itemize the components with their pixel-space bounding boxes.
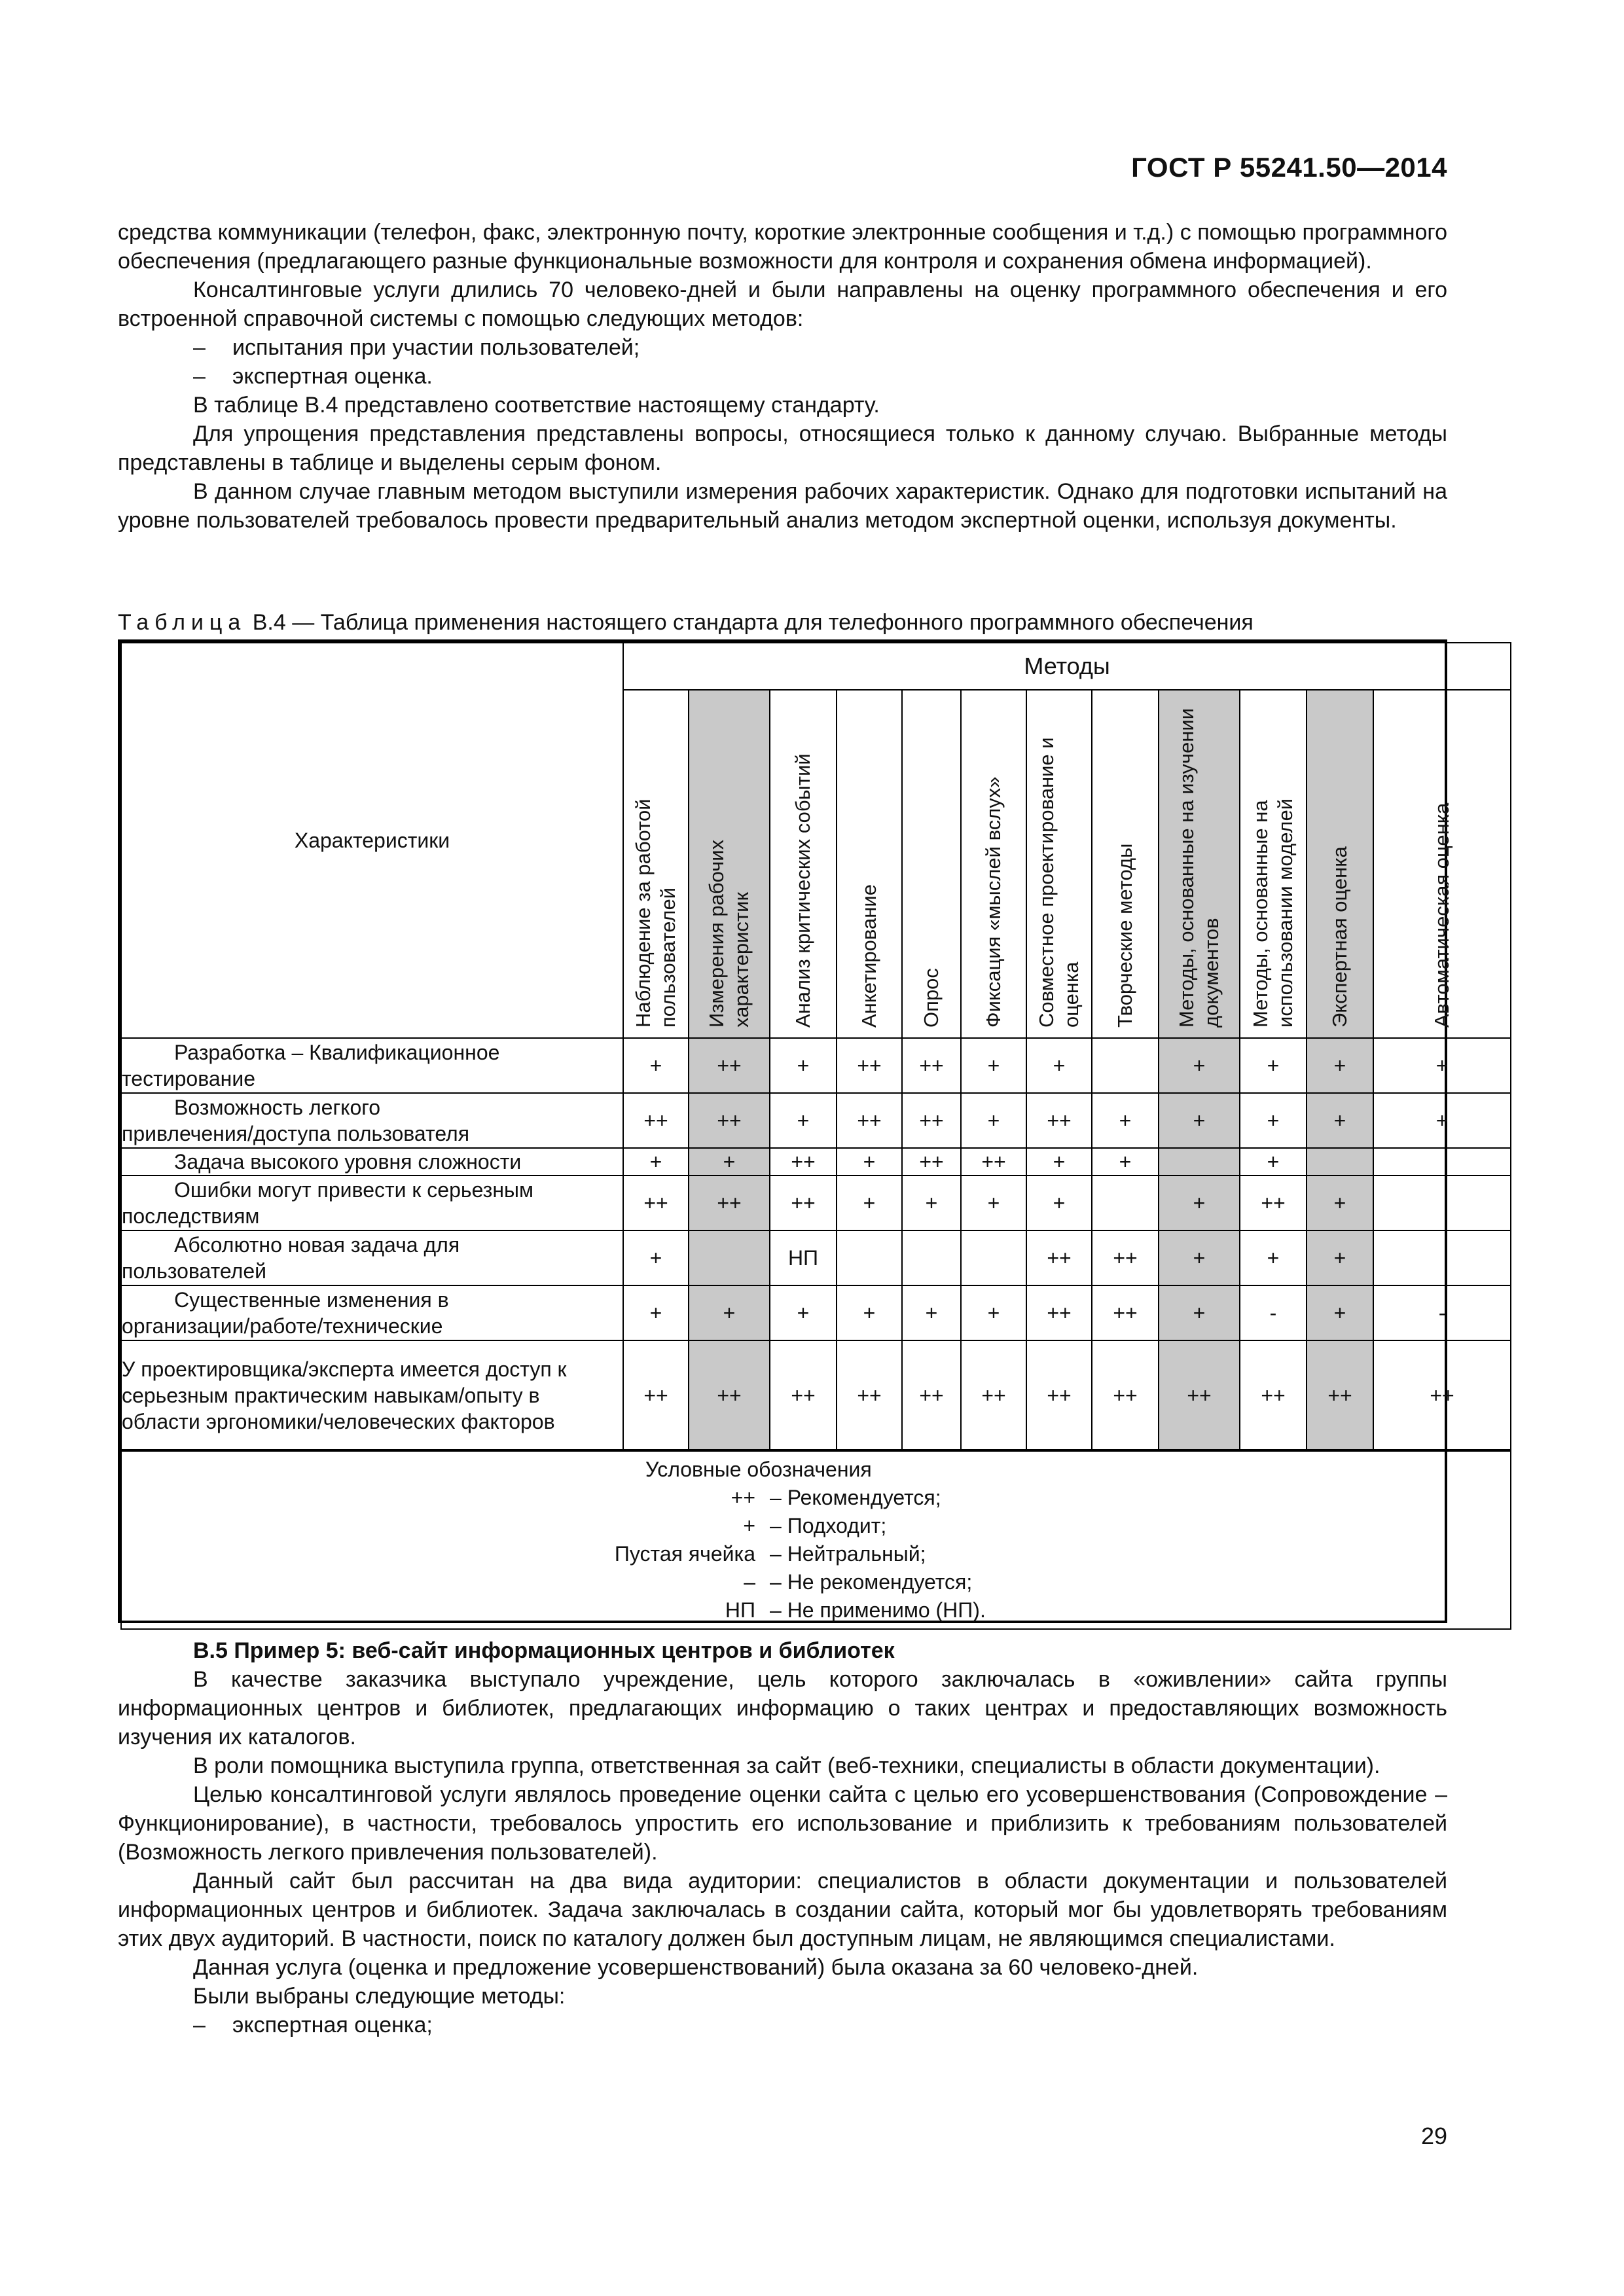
rating-cell: + xyxy=(689,1148,770,1175)
rating-cell xyxy=(1373,1175,1511,1230)
rating-cell: ++ xyxy=(689,1340,770,1450)
rating-cell: ++ xyxy=(1026,1093,1092,1148)
characteristic-first-line: Возможность легкого xyxy=(174,1096,381,1119)
list-item-text: испытания при участии пользователей; xyxy=(232,335,640,360)
method-header-label: Анализ критических событий xyxy=(791,753,814,1028)
rating-cell xyxy=(1092,1038,1159,1093)
list-item-text: экспертная оценка. xyxy=(232,364,433,389)
example-section xyxy=(118,1636,1447,2039)
list-item xyxy=(118,362,1447,391)
rating-cell xyxy=(961,1230,1026,1285)
characteristic-rest: последствиям xyxy=(122,1204,260,1228)
rating-cell: + xyxy=(689,1285,770,1340)
method-header-label: Автоматическая оценка xyxy=(1430,802,1454,1028)
characteristic-first-line: Ошибки могут привести к серьезным xyxy=(174,1178,533,1202)
legend-title: Условные обозначения xyxy=(645,1458,872,1481)
characteristic-cell xyxy=(121,1175,623,1230)
legend-description: – Рекомендуется; xyxy=(770,1486,941,1509)
rating-cell: ++ xyxy=(902,1038,961,1093)
rating-cell: ++ xyxy=(689,1175,770,1230)
legend-symbol: Пустая ячейка xyxy=(614,1542,755,1566)
rating-cell: ++ xyxy=(961,1340,1026,1450)
rating-cell xyxy=(1092,1175,1159,1230)
table-caption xyxy=(118,608,1492,637)
characteristic-rest: организации/работе/технические xyxy=(122,1314,443,1338)
rating-cell xyxy=(1159,1148,1240,1175)
method-header-label: Фиксация «мыслей вслух» xyxy=(982,776,1005,1028)
method-header-label: Опрос xyxy=(920,968,943,1028)
rating-cell: + xyxy=(961,1285,1026,1340)
table-row xyxy=(121,1148,1511,1175)
paragraph: Для упрощения представления представлены вопросы, относящиеся только к данному случаю. Выбранные методы представлены в таблице и выделены серым фоном. xyxy=(118,422,1447,475)
method-header-label: Творческие методы xyxy=(1113,843,1136,1028)
rating-cell xyxy=(689,1230,770,1285)
method-header xyxy=(837,690,902,1038)
rating-cell: ++ xyxy=(1026,1230,1092,1285)
rating-cell xyxy=(1373,1148,1511,1175)
intro-text xyxy=(118,218,1447,535)
rating-cell: + xyxy=(1159,1175,1240,1230)
method-header-label: Измерения рабочих характеристик xyxy=(705,839,753,1028)
characteristic-cell xyxy=(121,1148,623,1175)
rating-cell: ++ xyxy=(689,1038,770,1093)
rating-cell: + xyxy=(1092,1093,1159,1148)
legend-description: – Не рекомендуется; xyxy=(770,1570,973,1594)
page-number: 29 xyxy=(1420,2123,1447,2149)
method-header xyxy=(902,690,961,1038)
method-header xyxy=(1373,690,1511,1038)
table-row xyxy=(121,1340,1511,1450)
rating-cell: ++ xyxy=(1373,1340,1511,1450)
legend-description: – Подходит; xyxy=(770,1514,887,1537)
characteristic-cell xyxy=(121,1340,623,1450)
table-row xyxy=(121,1175,1511,1230)
rating-cell: + xyxy=(1026,1038,1092,1093)
characteristic-first-line: Абсолютно новая задача для xyxy=(174,1233,460,1257)
table-row xyxy=(121,1093,1511,1148)
rating-cell: ++ xyxy=(623,1340,689,1450)
rating-cell: ++ xyxy=(770,1148,837,1175)
rating-cell: + xyxy=(1307,1038,1373,1093)
rating-cell: + xyxy=(1307,1230,1373,1285)
rating-cell: ++ xyxy=(1240,1175,1307,1230)
paragraph: Консалтинговые услуги длились 70 человеко-дней и были направлены на оценку программного обеспечения и его встроенной справочной системы с помощью следующих методов: xyxy=(118,278,1447,331)
section-heading: В.5 Пример 5: веб-сайт информационных центров и библиотек xyxy=(193,1638,895,1663)
characteristic-rest: У проектировщика/эксперта имеется доступ к серьезным практическим навыкам/опыту в области эргономики/человеческих факторов xyxy=(122,1357,567,1433)
rating-cell: ++ xyxy=(837,1340,902,1450)
rating-cell: + xyxy=(961,1175,1026,1230)
characteristic-rest: пользователей xyxy=(122,1259,266,1283)
rating-cell: + xyxy=(961,1093,1026,1148)
rating-cell: + xyxy=(1026,1175,1092,1230)
characteristics-header: Характеристики xyxy=(121,643,623,1038)
rating-cell: + xyxy=(770,1285,837,1340)
methods-table xyxy=(118,639,1454,1623)
method-header-label: Экспертная оценка xyxy=(1328,846,1351,1028)
rating-cell: ++ xyxy=(961,1148,1026,1175)
characteristic-cell xyxy=(121,1038,623,1093)
legend-symbol: + xyxy=(743,1514,755,1537)
rating-cell: - xyxy=(1373,1285,1511,1340)
table-row xyxy=(121,1038,1511,1093)
methods-header: Методы xyxy=(623,643,1511,690)
caption-text: В.4 — Таблица применения настоящего стандарта для телефонного программного обеспечения xyxy=(246,610,1254,635)
method-header xyxy=(770,690,837,1038)
rating-cell: ++ xyxy=(902,1148,961,1175)
rating-cell: ++ xyxy=(1159,1340,1240,1450)
method-header xyxy=(1092,690,1159,1038)
rating-cell: ++ xyxy=(1026,1285,1092,1340)
document-code: ГОСТ Р 55241.50—2014 xyxy=(1131,152,1447,183)
paragraph: средства коммуникации (телефон, факс, электронную почту, короткие электронные сообщения и т.д.) с помощью программного обеспечения (предлагающего разные функциональные возможности для контроля и сохранения обмена информацией). xyxy=(118,220,1447,274)
list-item xyxy=(118,333,1447,362)
dash-bullet: – xyxy=(193,2013,206,2037)
rating-cell: + xyxy=(1240,1093,1307,1148)
paragraph: Были выбраны следующие методы: xyxy=(193,1984,566,2009)
rating-cell: ++ xyxy=(902,1093,961,1148)
rating-cell: ++ xyxy=(689,1093,770,1148)
rating-cell: ++ xyxy=(770,1175,837,1230)
rating-cell: ++ xyxy=(1092,1230,1159,1285)
rating-cell: ++ xyxy=(1240,1340,1307,1450)
dash-bullet: – xyxy=(193,335,206,360)
rating-cell: + xyxy=(770,1093,837,1148)
method-header xyxy=(623,690,689,1038)
rating-cell xyxy=(1307,1148,1373,1175)
methods-grid xyxy=(120,642,1511,1630)
characteristic-cell xyxy=(121,1230,623,1285)
rating-cell: + xyxy=(623,1038,689,1093)
rating-cell xyxy=(1373,1230,1511,1285)
rating-cell: ++ xyxy=(1307,1340,1373,1450)
rating-cell: + xyxy=(902,1285,961,1340)
method-header-label: Совместное проектирование и оценка xyxy=(1035,737,1083,1028)
characteristic-first-line: Существенные изменения в xyxy=(174,1288,449,1312)
paragraph: В таблице В.4 представлено соответствие настоящему стандарту. xyxy=(193,393,880,418)
method-header xyxy=(1159,690,1240,1038)
caption-label: Таблица xyxy=(118,610,247,635)
characteristic-first-line: Задача высокого уровня сложности xyxy=(174,1150,522,1174)
dash-bullet: – xyxy=(193,364,206,389)
method-header xyxy=(1240,690,1307,1038)
rating-cell: + xyxy=(902,1175,961,1230)
rating-cell: + xyxy=(623,1148,689,1175)
paragraph: Данный сайт был рассчитан на два вида аудитории: специалистов в области документации и пользователей информационных центров и библиотек. Задача заключалась в создании сайта, который мог бы удовлетворять требованиям этих двух аудиторий. В частности, поиск по каталогу должен был доступным лицам, не являющимся специалистами. xyxy=(118,1869,1447,1951)
method-header-label: Анкетирование xyxy=(857,884,880,1028)
rating-cell: + xyxy=(1307,1093,1373,1148)
rating-cell: + xyxy=(623,1285,689,1340)
legend-symbol: НП xyxy=(725,1598,755,1622)
list-item xyxy=(118,2011,1447,2039)
rating-cell: + xyxy=(1307,1285,1373,1340)
characteristic-first-line: Разработка – Квалификационное xyxy=(174,1041,500,1064)
rating-cell: + xyxy=(837,1148,902,1175)
rating-cell: + xyxy=(1373,1038,1511,1093)
rating-cell: ++ xyxy=(623,1093,689,1148)
list-item-text: экспертная оценка; xyxy=(232,2013,433,2037)
rating-cell: ++ xyxy=(1092,1340,1159,1450)
method-header-label: Методы, основанные на изучении документов xyxy=(1175,708,1223,1028)
method-header xyxy=(1307,690,1373,1038)
legend-description: – Нейтральный; xyxy=(770,1542,926,1566)
rating-cell: + xyxy=(623,1230,689,1285)
table-row xyxy=(121,1230,1511,1285)
rating-cell: - xyxy=(1240,1285,1307,1340)
rating-cell: ++ xyxy=(623,1175,689,1230)
rating-cell: + xyxy=(1092,1148,1159,1175)
rating-cell: + xyxy=(770,1038,837,1093)
paragraph: Данная услуга (оценка и предложение усовершенствований) была оказана за 60 человеко-дней. xyxy=(193,1955,1199,1980)
legend-symbol: ++ xyxy=(731,1486,755,1509)
rating-cell: + xyxy=(1240,1148,1307,1175)
rating-cell: + xyxy=(837,1175,902,1230)
rating-cell: + xyxy=(1159,1285,1240,1340)
rating-cell: ++ xyxy=(837,1093,902,1148)
method-header xyxy=(689,690,770,1038)
rating-cell: + xyxy=(1307,1175,1373,1230)
rating-cell: + xyxy=(961,1038,1026,1093)
rating-cell: ++ xyxy=(770,1340,837,1450)
characteristic-rest: тестирование xyxy=(122,1067,255,1090)
legend xyxy=(121,1450,1511,1629)
rating-cell: ++ xyxy=(837,1038,902,1093)
rating-cell: ++ xyxy=(1026,1340,1092,1450)
rating-cell: + xyxy=(1026,1148,1092,1175)
rating-cell xyxy=(902,1230,961,1285)
legend-description: – Не применимо (НП). xyxy=(770,1598,986,1622)
paragraph: В данном случае главным методом выступили измерения рабочих характеристик. Однако для подготовки испытаний на уровне пользователей требовалось провести предварительный анализ методом экспертной оценки, используя документы. xyxy=(118,479,1447,533)
paragraph: В качестве заказчика выступало учреждение, цель которого заключалась в «оживлении» сайта группы информационных центров и библиотек, предлагающих информацию о таких центрах и предоставляющих возможность изучения их каталогов. xyxy=(118,1667,1447,1749)
characteristic-cell xyxy=(121,1093,623,1148)
method-header-label: Методы, основанные на использовании моделей xyxy=(1249,798,1297,1028)
legend-symbol: – xyxy=(744,1570,755,1594)
method-header-label: Наблюдение за работой пользователей xyxy=(632,798,679,1028)
method-header xyxy=(961,690,1026,1038)
rating-cell xyxy=(837,1230,902,1285)
rating-cell: + xyxy=(1373,1093,1511,1148)
rating-cell: + xyxy=(1240,1230,1307,1285)
rating-cell: ++ xyxy=(1092,1285,1159,1340)
rating-cell: + xyxy=(1159,1230,1240,1285)
rating-cell: + xyxy=(837,1285,902,1340)
rating-cell: + xyxy=(1159,1093,1240,1148)
paragraph: Целью консалтинговой услуги являлось проведение оценки сайта с целью его усовершенствования (Сопровождение – Функционирование), в частности, требовалось упростить его использование и приблизить к требованиям пользователей (Возможность легкого привлечения пользователей). xyxy=(118,1782,1447,1865)
table-row xyxy=(121,1285,1511,1340)
characteristic-cell xyxy=(121,1285,623,1340)
characteristic-rest: привлечения/доступа пользователя xyxy=(122,1122,470,1145)
rating-cell: ++ xyxy=(902,1340,961,1450)
rating-cell: + xyxy=(1159,1038,1240,1093)
paragraph: В роли помощника выступила группа, ответственная за сайт (веб-техники, специалисты в области документации). xyxy=(193,1753,1380,1778)
method-header xyxy=(1026,690,1092,1038)
rating-cell: + xyxy=(1240,1038,1307,1093)
rating-cell: НП xyxy=(770,1230,837,1285)
